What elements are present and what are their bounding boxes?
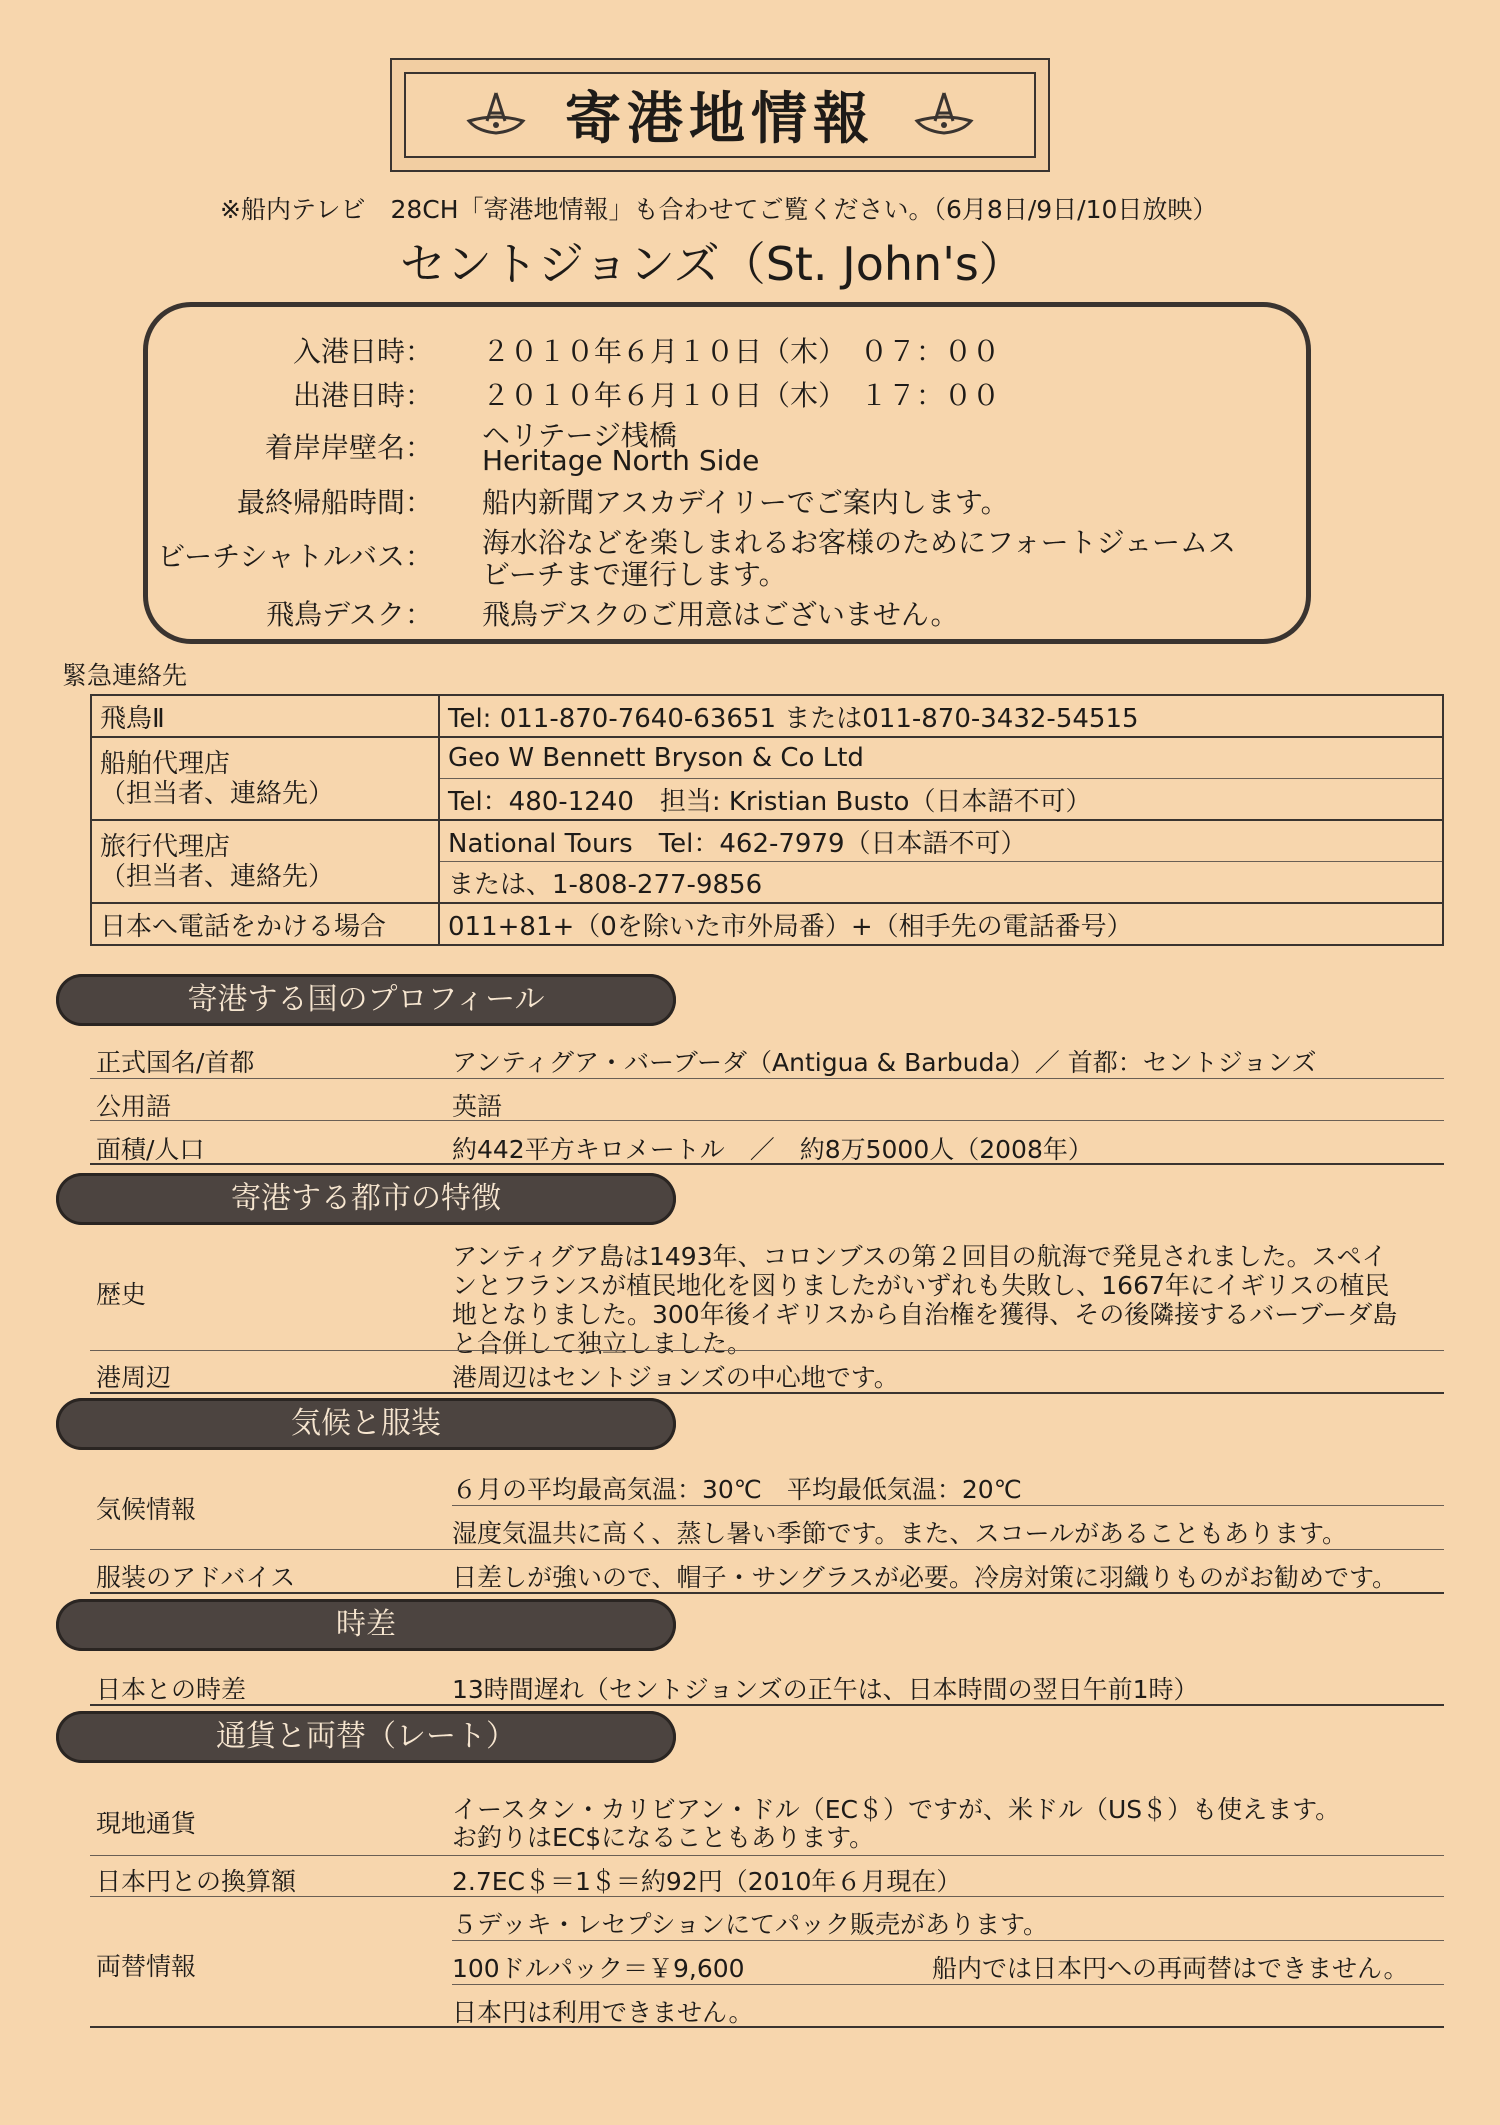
- agent-label-2: （担当者、連絡先）: [100, 778, 335, 809]
- port-area-value: 港周辺はセントジョンズの中心地です。: [452, 1363, 899, 1392]
- exchange-line: ５デッキ・レセプションにてパック販売があります。: [452, 1910, 1049, 1939]
- history-line: ンとフランスが植民地化を図りましたがいずれも失敗し、1667年にイギリスの植民: [452, 1271, 1390, 1300]
- divider: [452, 1984, 1444, 1985]
- climate-heading-pill: [56, 1398, 676, 1450]
- rate-label: 日本円との換算額: [96, 1867, 297, 1896]
- tv-notice: ※船内テレビ 28CH「寄港地情報」も合わせてご覧ください。（6月8日/9日/10日放映）: [220, 195, 1218, 224]
- divider: [90, 1549, 1444, 1550]
- asuka-value: Tel: 011-870-7640-63651 または011-870-3432-54515: [439, 695, 1443, 737]
- local-currency-label: 現地通貨: [96, 1809, 197, 1838]
- port-area-label: 港周辺: [96, 1363, 172, 1392]
- timediff-label: 日本との時差: [96, 1675, 247, 1704]
- climate-description: 湿度気温共に高く、蒸し暑い季節です。また、スコールがあることもあります。: [452, 1519, 1348, 1548]
- asuka-label: 飛鳥Ⅱ: [91, 695, 439, 737]
- history-label: 歴史: [96, 1280, 147, 1309]
- departure-label: 出港日時：: [292, 379, 433, 412]
- divider: [90, 1163, 1444, 1165]
- emergency-contacts-table: [90, 694, 1444, 946]
- departure-value: ２０１０年６月１０日（木） １７：００: [482, 379, 1001, 412]
- shuttle-label: ビーチシャトルバス：: [157, 540, 433, 573]
- arrival-label: 入港日時：: [292, 335, 433, 368]
- travel-value-1: National Tours Tel：462-7979（日本語不可）: [439, 820, 1443, 862]
- climate-label: 気候情報: [96, 1495, 197, 1524]
- profile-row-value: 約442平方キロメートル ／ 約8万5000人（2008年）: [452, 1135, 1093, 1164]
- city-heading-pill: [56, 1173, 676, 1225]
- travel-label-1: 旅行代理店: [100, 831, 231, 862]
- currency-heading: 通貨と両替（レート）: [216, 1719, 516, 1754]
- return-label: 最終帰船時間：: [236, 486, 433, 519]
- agent-value-1: Geo W Bennett Bryson & Co Ltd: [439, 737, 1443, 779]
- profile-row-label: 面積/人口: [96, 1135, 205, 1164]
- emergency-heading: 緊急連絡先: [62, 661, 188, 690]
- local-currency-line: お釣りはEC$になることもあります。: [452, 1823, 875, 1852]
- profile-heading-pill: [56, 974, 676, 1026]
- exchange-line: 日本円は利用できません。: [452, 1998, 754, 2027]
- arrival-value: ２０１０年６月１０日（木） ０７：００: [482, 335, 1001, 368]
- currency-heading-pill: [56, 1711, 676, 1763]
- climate-temps: ６月の平均最高気温：30℃ 平均最低気温：20℃: [452, 1475, 1022, 1504]
- agent-label: [91, 737, 439, 820]
- exchange-pack: 100ドルパック＝￥9,600: [452, 1954, 745, 1983]
- clothing-label: 服装のアドバイス: [96, 1563, 296, 1592]
- ship-emblem-icon: [465, 91, 527, 139]
- history-line: アンティグア島は1493年、コロンブスの第２回目の航海で発見されました。スペイ: [452, 1242, 1387, 1271]
- divider: [90, 1078, 1444, 1079]
- title-inner: [404, 72, 1036, 158]
- title-frame: [390, 58, 1050, 172]
- return-value: 船内新聞アスカデイリーでご案内します。: [482, 486, 1009, 519]
- port-name: セントジョンズ（St. John's）: [400, 237, 1025, 291]
- desk-label: 飛鳥デスク：: [266, 598, 433, 631]
- profile-row-value: 英語: [452, 1092, 503, 1121]
- history-line: と合併して独立しました。: [452, 1329, 753, 1358]
- exchange-note: 船内では日本円への再両替はできません。: [932, 1954, 1409, 1983]
- pier-value-en: Heritage North Side: [482, 444, 760, 477]
- profile-row-label: 正式国名/首都: [96, 1048, 255, 1077]
- desk-value: 飛鳥デスクのご用意はございません。: [482, 598, 959, 631]
- climate-heading: 気候と服装: [291, 1406, 441, 1441]
- clothing-value: 日差しが強いので、帽子・サングラスが必要。冷房対策に羽織りものがお勧めです。: [452, 1563, 1398, 1592]
- shuttle-value-2: ビーチまで運行します。: [482, 558, 787, 591]
- pier-value-jp: ヘリテージ桟橋: [482, 419, 677, 452]
- ship-emblem-icon: [913, 91, 975, 139]
- profile-row-value: アンティグア・バーブーダ（Antigua & Barbuda）／ 首都：セントジョンズ: [452, 1048, 1317, 1077]
- timediff-value: 13時間遅れ（セントジョンズの正午は、日本時間の翌日午前1時）: [452, 1675, 1199, 1704]
- travel-label: [91, 820, 439, 903]
- timediff-heading: 時差: [336, 1607, 396, 1642]
- call-label: 日本へ電話をかける場合: [91, 903, 439, 945]
- divider: [90, 1855, 1444, 1856]
- shuttle-value-1: 海水浴などを楽しまれるお客様のためにフォートジェームス: [482, 526, 1237, 559]
- divider: [90, 1704, 1444, 1706]
- pier-label: 着岸岸壁名：: [264, 431, 433, 464]
- profile-row-label: 公用語: [96, 1092, 172, 1121]
- agent-label-1: 船舶代理店: [100, 748, 231, 779]
- travel-label-2: （担当者、連絡先）: [100, 861, 335, 892]
- divider: [90, 1392, 1444, 1394]
- divider: [90, 1120, 1444, 1121]
- divider: [90, 1350, 1444, 1351]
- divider: [90, 1592, 1444, 1594]
- divider: [452, 1940, 1444, 1941]
- page-title: 寄港地情報: [565, 87, 875, 152]
- timediff-heading-pill: [56, 1599, 676, 1651]
- local-currency-line: イースタン・カリビアン・ドル（EC＄）ですが、米ドル（US＄）も使えます。: [452, 1795, 1341, 1824]
- call-value: 011+81+（0を除いた市外局番）+（相手先の電話番号）: [439, 903, 1443, 945]
- divider: [452, 1505, 1444, 1506]
- profile-heading: 寄港する国のプロフィール: [187, 982, 545, 1017]
- exchange-label: 両替情報: [96, 1952, 197, 1981]
- rate-value: 2.7EC＄＝1＄＝約92円（2010年６月現在）: [452, 1867, 962, 1896]
- agent-value-2: Tel：480-1240 担当: Kristian Busto（日本語不可）: [439, 779, 1443, 821]
- travel-value-2: または、1-808-277-9856: [439, 862, 1443, 904]
- divider: [90, 2026, 1444, 2028]
- history-line: 地となりました。300年後イギリスから自治権を獲得、その後隣接するバーブーダ島: [452, 1300, 1398, 1329]
- city-heading: 寄港する都市の特徴: [231, 1181, 501, 1216]
- divider: [90, 1896, 1444, 1897]
